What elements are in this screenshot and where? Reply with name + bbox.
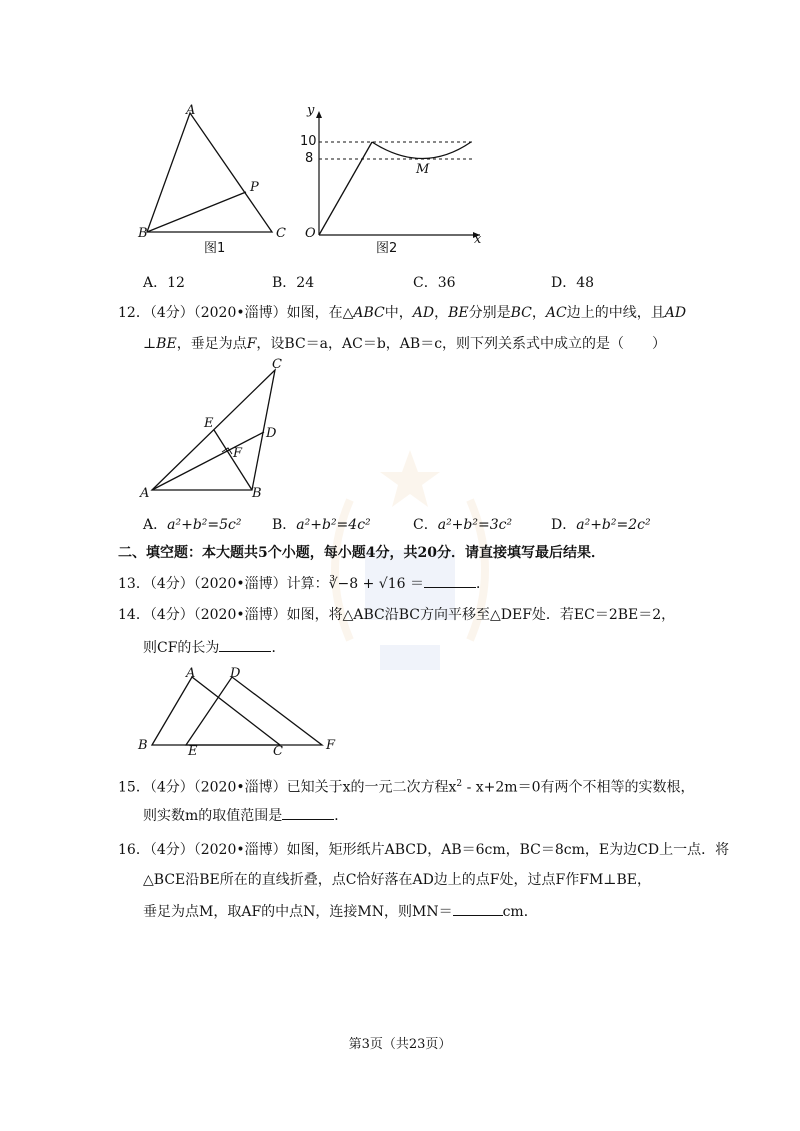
q14-line-1: 14．（4分）（2020•淄博）如图，将△ABC沿BC方向平移至△DEF处．若EC＝2BE＝2，: [118, 607, 676, 623]
fig2-label-m: M: [416, 162, 430, 177]
fig2-label-y: y: [307, 103, 315, 118]
page-footer: 第3页（共23页）: [348, 1037, 452, 1052]
fig1-label-c: C: [276, 226, 286, 241]
section-2-heading: 二、填空题：本大题共5个小题，每小题4分，共20分．请直接填写最后结果．: [118, 545, 605, 561]
fig4-label-e: E: [188, 744, 198, 759]
fig2-label-x: x: [474, 232, 482, 247]
q12-option-b: B．a²+b²=4c²: [272, 517, 371, 533]
watermark-emblem: [310, 440, 513, 700]
q14-line-2: 则CF的长为 ．: [143, 637, 285, 658]
fig1-label-p: P: [250, 180, 259, 195]
figure-2-graph: [295, 105, 485, 250]
fig4-label-c: C: [273, 744, 283, 759]
q16-line-2: △BCE沿BE所在的直线折叠，点C恰好落在AD边上的点F处，过点F作FM⊥BE，: [143, 872, 651, 888]
fig4-label-a: A: [186, 666, 196, 681]
fig3-label-f: F: [233, 446, 243, 461]
q11-option-d: D．48: [551, 275, 595, 291]
fig4-label-f: F: [326, 738, 336, 753]
fig1-caption: 图1: [204, 241, 226, 256]
q11-option-b: B．24: [272, 275, 315, 291]
q12-line-2: ⊥BE，垂足为点F，设BC＝a，AC＝b，AB＝c，则下列关系式中成立的是（ ）: [143, 336, 667, 352]
fig3-label-b: B: [252, 486, 262, 501]
q12-option-d: D．a²+b²=2c²: [551, 517, 651, 533]
fig2-tick-10: 10: [300, 134, 317, 149]
fig2-label-o: O: [305, 226, 316, 241]
q15-line-1: 15．（4分）（2020•淄博）已知关于x的一元二次方程$x^2 - x+2m=0$有两个不相等的实数根，: [118, 779, 695, 796]
fig1-label-b: B: [138, 226, 148, 241]
q13-line: 13．（4分）（2020•淄博）计算：∛−8 + √16 ＝ ．: [118, 573, 490, 594]
q12-option-c: C．a²+b²=3c²: [413, 517, 513, 533]
fig3-label-c: C: [272, 357, 282, 372]
q15-line-2: 则实数m的取值范围是 ．: [143, 805, 348, 826]
q12-line-1: 12．（4分）（2020•淄博）如图，在△ABC中，AD，BE分别是BC，AC边上的中线，且AD: [118, 305, 687, 321]
q11-option-a: A．12: [143, 275, 185, 291]
figure-1-triangle: [135, 100, 295, 250]
fig3-label-e: E: [204, 416, 214, 431]
fig2-tick-8: 8: [305, 151, 314, 166]
q16-line-3: 垂足为点M，取AF的中点N，连接MN，则MN＝ cm．: [143, 901, 538, 922]
q16-line-1: 16．（4分）（2020•淄博）如图，矩形纸片ABCD，AB＝6cm，BC＝8cm，E为边CD上一点．将: [118, 842, 730, 858]
fig1-label-a: A: [186, 103, 196, 118]
fig3-label-d: D: [266, 426, 277, 441]
fig4-label-b: B: [138, 738, 148, 753]
q11-option-c: C．36: [413, 275, 456, 291]
fig4-label-d: D: [230, 666, 241, 681]
fig2-caption: 图2: [376, 241, 398, 256]
q12-option-a: A．a²+b²=5c²: [143, 517, 242, 533]
fig3-label-a: A: [140, 486, 150, 501]
